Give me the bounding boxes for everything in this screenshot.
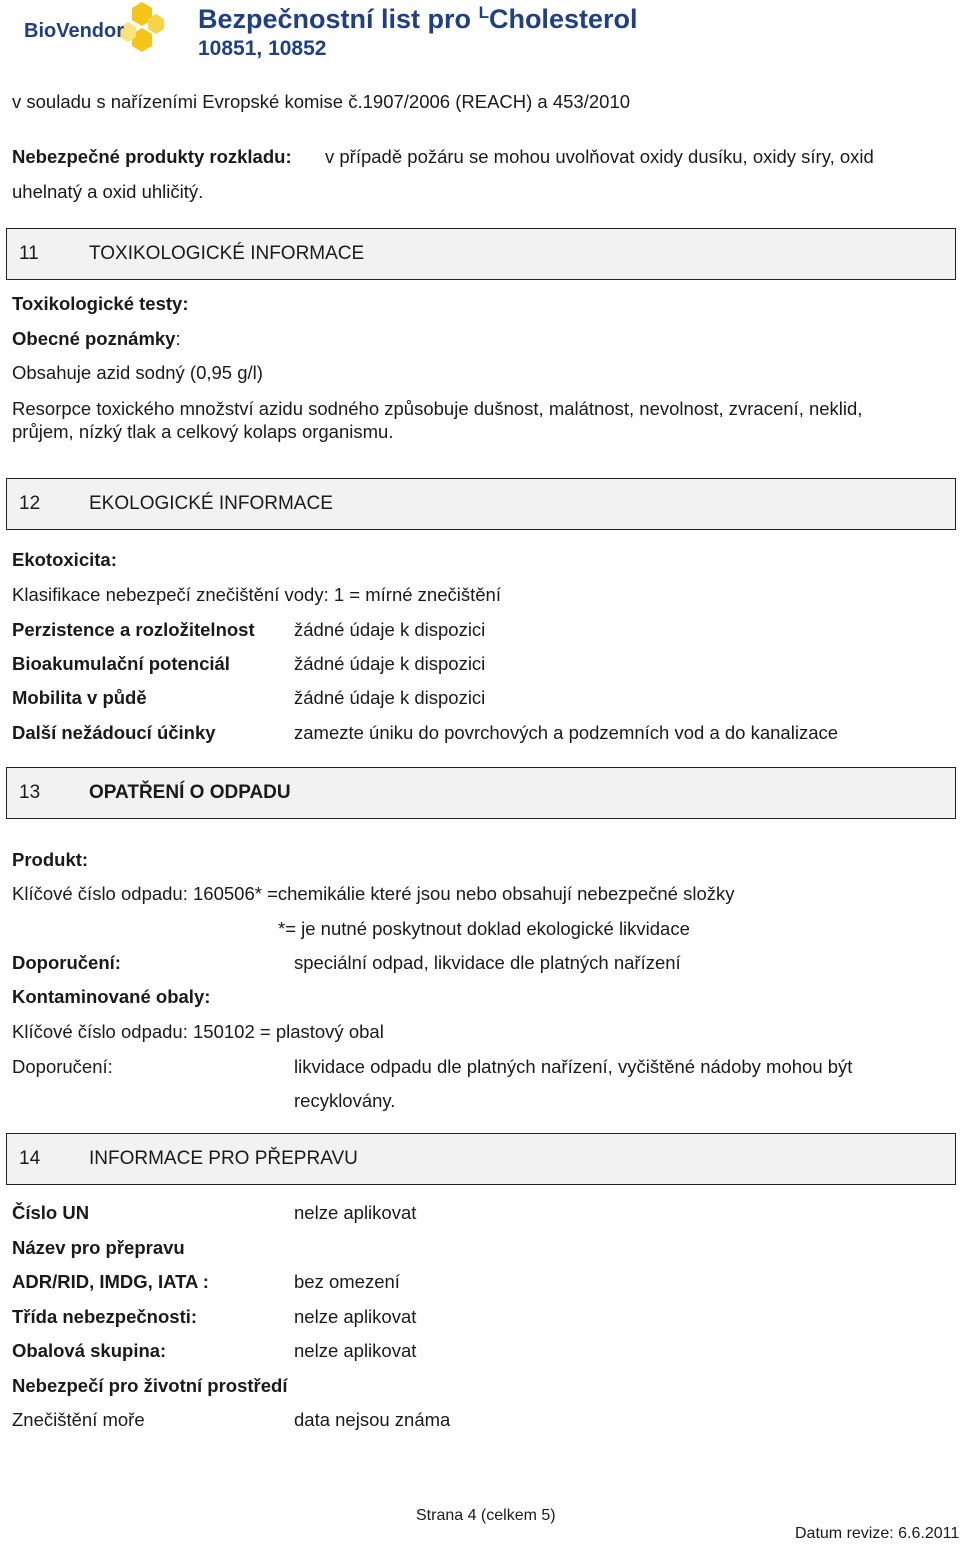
transport-row-label: Název pro přepravu	[12, 1237, 185, 1258]
section-title: OPATŘENÍ O ODPADU	[89, 782, 291, 803]
decomposition-value-cont: uhelnatý a oxid uhličitý.	[12, 181, 204, 202]
catalog-numbers: 10851, 10852	[198, 37, 327, 60]
transport-row-value: nelze aplikovat	[294, 1340, 417, 1361]
transport-row-value: nelze aplikovat	[294, 1202, 417, 1223]
waste-code-product: Klíčové číslo odpadu: 160506* =chemikálie které jsou nebo obsahují nebezpečné složky	[12, 883, 735, 904]
general-notes-colon: :	[175, 328, 181, 349]
document-title	[198, 3, 637, 35]
resorption-text-1: Resorpce toxického množství azidu sodného způsobuje dušnost, malátnost, nevolnost, zvracení, neklid,	[12, 398, 863, 419]
section-number: 11	[19, 243, 39, 264]
decomposition-value: v případě požáru se mohou uvolňovat oxidy dusíku, oxidy síry, oxid	[325, 146, 874, 167]
section-title: EKOLOGICKÉ INFORMACE	[89, 493, 333, 514]
waste-note: *= je nutné poskytnout doklad ekologické likvidace	[278, 918, 690, 939]
section-number: 14	[19, 1148, 41, 1169]
recommendation-label: Doporučení:	[12, 952, 121, 973]
section-12-header	[6, 478, 956, 530]
section-13-header	[6, 767, 956, 819]
packaging-label: Kontaminované obaly:	[12, 986, 211, 1007]
eco-row-value: žádné údaje k dispozici	[294, 653, 486, 674]
eco-row-label: Mobilita v půdě	[12, 687, 147, 708]
eco-row-label: Perzistence a rozložitelnost	[12, 619, 255, 640]
title-text: Bezpečnostní list pro	[198, 4, 472, 34]
ecotox-label: Ekotoxicita:	[12, 549, 117, 570]
azide-content: Obsahuje azid sodný (0,95 g/l)	[12, 362, 263, 383]
transport-row-value: nelze aplikovat	[294, 1306, 417, 1327]
decomposition-label: Nebezpečné produkty rozkladu:	[12, 146, 292, 167]
honeycomb-logo-icon	[118, 0, 166, 58]
section-number: 12	[19, 493, 41, 514]
transport-row-label: Znečištění moře	[12, 1409, 145, 1430]
title-product: Cholesterol	[488, 4, 638, 34]
recommendation-2-value-cont: recyklovány.	[294, 1090, 396, 1111]
eco-row-label: Bioakumulační potenciál	[12, 653, 230, 674]
recommendation-value: speciální odpad, likvidace dle platných nařízení	[294, 952, 681, 973]
eco-row-label: Další nežádoucí účinky	[12, 722, 216, 743]
transport-row-label: Třída nebezpečnosti:	[12, 1306, 198, 1327]
tox-tests-label: Toxikologické testy:	[12, 293, 189, 314]
section-14-header	[6, 1133, 956, 1185]
transport-row-value: bez omezení	[294, 1271, 400, 1292]
general-notes-label: Obecné poznámky	[12, 328, 176, 349]
transport-row-label: ADR/RID, IMDG, IATA :	[12, 1271, 209, 1292]
section-title: TOXIKOLOGICKÉ INFORMACE	[89, 243, 365, 264]
product-label: Produkt:	[12, 849, 89, 870]
eco-row-value: žádné údaje k dispozici	[294, 687, 486, 708]
eco-row-value: žádné údaje k dispozici	[294, 619, 486, 640]
transport-row-label: Nebezpečí pro životní prostředí	[12, 1375, 288, 1396]
regulation-line: v souladu s nařízeními Evropské komise č.1907/2006 (REACH) a 453/2010	[12, 91, 631, 112]
section-title: INFORMACE PRO PŘEPRAVU	[89, 1148, 358, 1169]
water-classification: Klasifikace nebezpečí znečištění vody: 1 = mírné znečištění	[12, 584, 501, 605]
page-number: Strana 4 (celkem 5)	[416, 1507, 556, 1524]
eco-row-value: zamezte úniku do povrchových a podzemních vod a do kanalizace	[294, 722, 839, 743]
transport-row-value: data nejsou známa	[294, 1409, 451, 1430]
transport-row-label: Obalová skupina:	[12, 1340, 167, 1361]
resorption-text-2: průjem, nízký tlak a celkový kolaps organismu.	[12, 421, 394, 442]
waste-code-packaging: Klíčové číslo odpadu: 150102 = plastový obal	[12, 1021, 384, 1042]
general-notes	[12, 328, 181, 350]
transport-row-label: Číslo UN	[12, 1202, 90, 1223]
revision-date: Datum revize: 6.6.2011	[795, 1525, 960, 1542]
logo-text: BioVendor	[24, 20, 125, 42]
section-number: 13	[19, 782, 41, 803]
section-11-header	[6, 228, 956, 280]
recommendation-2-value: likvidace odpadu dle platných nařízení, vyčištěné nádoby mohou být	[294, 1056, 853, 1077]
title-superscript: L	[478, 3, 489, 22]
recommendation-2-label: Doporučení:	[12, 1056, 113, 1077]
